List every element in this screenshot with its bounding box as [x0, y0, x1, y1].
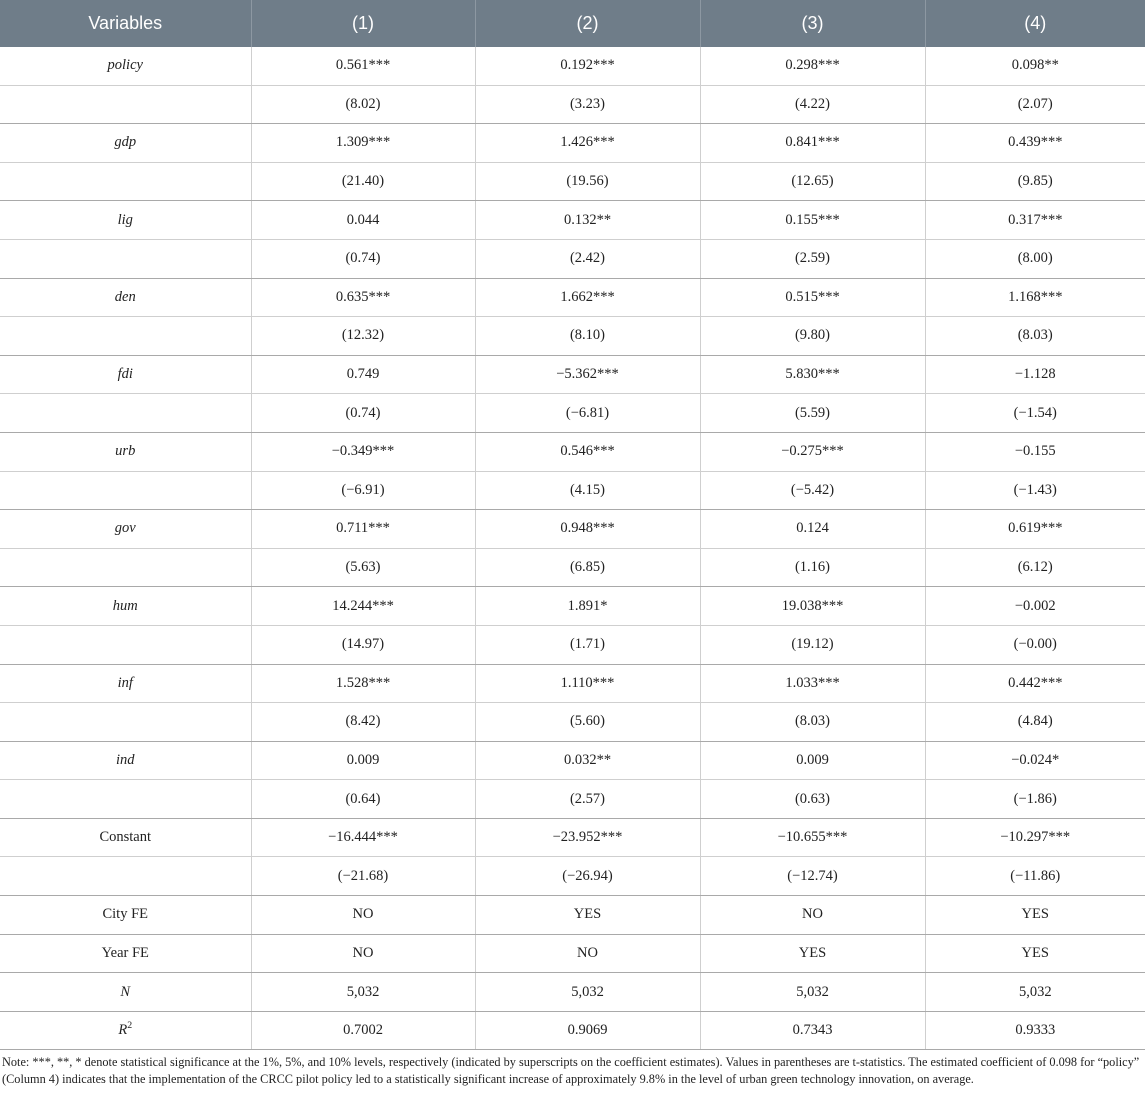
variable-label: [0, 201, 251, 240]
tstat-cell: (4.22): [700, 85, 925, 124]
footer-value-cell: YES: [700, 934, 925, 973]
header-col-2: (2): [475, 0, 700, 47]
variable-label: [0, 896, 251, 935]
empty-label-cell: [0, 548, 251, 587]
tstat-cell: (19.56): [475, 162, 700, 201]
table-body: [0, 47, 1145, 1050]
tstat-cell: (0.64): [251, 780, 475, 819]
coefficient-cell: 1.110***: [475, 664, 700, 703]
table-row-footer: [0, 934, 1145, 973]
footer-value-cell: 0.9333: [925, 1011, 1145, 1050]
coefficient-cell: −0.002: [925, 587, 1145, 626]
tstat-cell: (−11.86): [925, 857, 1145, 896]
variable-name: N: [120, 983, 131, 1000]
tstat-cell: (−5.42): [700, 471, 925, 510]
variable-name: Constant: [99, 829, 152, 846]
tstat-cell: (8.03): [700, 703, 925, 742]
coefficient-cell: 0.132**: [475, 201, 700, 240]
table-row-tstat: [0, 780, 1145, 819]
variable-name: policy: [107, 57, 143, 74]
variable-label: [0, 664, 251, 703]
tstat-cell: (−0.00): [925, 625, 1145, 664]
tstat-cell: (0.74): [251, 239, 475, 278]
empty-label-cell: [0, 394, 251, 433]
tstat-cell: (−6.91): [251, 471, 475, 510]
coefficient-cell: 0.032**: [475, 741, 700, 780]
tstat-cell: (8.03): [925, 317, 1145, 356]
coefficient-cell: 1.033***: [700, 664, 925, 703]
variable-label: [0, 1011, 251, 1050]
tstat-cell: (8.02): [251, 85, 475, 124]
coefficient-cell: 0.948***: [475, 510, 700, 549]
coefficient-cell: 1.309***: [251, 124, 475, 163]
table-row-tstat: [0, 239, 1145, 278]
coefficient-cell: 0.044: [251, 201, 475, 240]
variable-name: R: [118, 1022, 128, 1039]
tstat-cell: (4.84): [925, 703, 1145, 742]
coefficient-cell: 0.298***: [700, 47, 925, 85]
tstat-cell: (8.42): [251, 703, 475, 742]
empty-label-cell: [0, 857, 251, 896]
table-row-coefficient: [0, 201, 1145, 240]
coefficient-cell: 0.009: [251, 741, 475, 780]
header-col-3: (3): [700, 0, 925, 47]
table-row-coefficient: [0, 432, 1145, 471]
coefficient-cell: −10.655***: [700, 818, 925, 857]
table-row-coefficient: [0, 510, 1145, 549]
tstat-cell: (2.59): [700, 239, 925, 278]
variable-label: [0, 818, 251, 857]
header-col-4: (4): [925, 0, 1145, 47]
coefficient-cell: 1.662***: [475, 278, 700, 317]
tstat-cell: (0.74): [251, 394, 475, 433]
coefficient-cell: −0.024*: [925, 741, 1145, 780]
tstat-cell: (5.60): [475, 703, 700, 742]
variable-label: [0, 47, 251, 85]
empty-label-cell: [0, 625, 251, 664]
variable-label: [0, 934, 251, 973]
tstat-cell: (14.97): [251, 625, 475, 664]
variable-label: [0, 278, 251, 317]
coefficient-cell: 19.038***: [700, 587, 925, 626]
variable-superscript: 2: [127, 1020, 133, 1032]
table-row-tstat: [0, 857, 1145, 896]
empty-label-cell: [0, 317, 251, 356]
tstat-cell: (5.63): [251, 548, 475, 587]
tstat-cell: (12.32): [251, 317, 475, 356]
tstat-cell: (1.71): [475, 625, 700, 664]
variable-name: fdi: [117, 366, 133, 383]
coefficient-cell: 0.442***: [925, 664, 1145, 703]
footer-value-cell: 5,032: [475, 973, 700, 1012]
tstat-cell: (0.63): [700, 780, 925, 819]
coefficient-cell: 0.098**: [925, 47, 1145, 85]
empty-label-cell: [0, 780, 251, 819]
table-row-tstat: [0, 703, 1145, 742]
coefficient-cell: 1.528***: [251, 664, 475, 703]
table-row-tstat: [0, 394, 1145, 433]
tstat-cell: (19.12): [700, 625, 925, 664]
footer-value-cell: 0.7343: [700, 1011, 925, 1050]
coefficient-cell: 0.561***: [251, 47, 475, 85]
coefficient-cell: 0.317***: [925, 201, 1145, 240]
tstat-cell: (2.42): [475, 239, 700, 278]
table-row-coefficient: [0, 741, 1145, 780]
coefficient-cell: 14.244***: [251, 587, 475, 626]
tstat-cell: (−1.54): [925, 394, 1145, 433]
tstat-cell: (21.40): [251, 162, 475, 201]
table-row-coefficient: [0, 664, 1145, 703]
empty-label-cell: [0, 162, 251, 201]
variable-label: [0, 741, 251, 780]
footer-value-cell: NO: [251, 896, 475, 935]
tstat-cell: (−26.94): [475, 857, 700, 896]
table-row-coefficient: [0, 278, 1145, 317]
tstat-cell: (12.65): [700, 162, 925, 201]
empty-label-cell: [0, 239, 251, 278]
empty-label-cell: [0, 471, 251, 510]
tstat-cell: (6.85): [475, 548, 700, 587]
coefficient-cell: 0.192***: [475, 47, 700, 85]
coefficient-cell: 1.168***: [925, 278, 1145, 317]
coefficient-cell: 0.546***: [475, 432, 700, 471]
coefficient-cell: 0.749: [251, 355, 475, 394]
tstat-cell: (9.80): [700, 317, 925, 356]
coefficient-cell: 5.830***: [700, 355, 925, 394]
variable-label: [0, 973, 251, 1012]
variable-name: hum: [112, 597, 138, 614]
variable-name: gov: [114, 520, 136, 537]
tstat-cell: (2.07): [925, 85, 1145, 124]
empty-label-cell: [0, 703, 251, 742]
footer-value-cell: 0.9069: [475, 1011, 700, 1050]
coefficient-cell: −5.362***: [475, 355, 700, 394]
table-row-tstat: [0, 85, 1145, 124]
tstat-cell: (6.12): [925, 548, 1145, 587]
table-row-coefficient: [0, 587, 1145, 626]
table-row-tstat: [0, 625, 1145, 664]
footer-value-cell: NO: [700, 896, 925, 935]
coefficient-cell: −1.128: [925, 355, 1145, 394]
footer-value-cell: YES: [925, 896, 1145, 935]
footer-value-cell: YES: [475, 896, 700, 935]
table-row-coefficient: [0, 355, 1145, 394]
table-row-coefficient: [0, 47, 1145, 85]
coefficient-cell: −0.349***: [251, 432, 475, 471]
coefficient-cell: −16.444***: [251, 818, 475, 857]
variable-name: Year FE: [101, 944, 149, 961]
table-row-tstat: [0, 471, 1145, 510]
variable-name: urb: [115, 443, 136, 460]
table-row-tstat: [0, 162, 1145, 201]
coefficient-cell: 0.635***: [251, 278, 475, 317]
variable-label: [0, 355, 251, 394]
tstat-cell: (8.00): [925, 239, 1145, 278]
tstat-cell: (3.23): [475, 85, 700, 124]
coefficient-cell: 0.711***: [251, 510, 475, 549]
footer-value-cell: 0.7002: [251, 1011, 475, 1050]
tstat-cell: (2.57): [475, 780, 700, 819]
table-row-coefficient: [0, 124, 1145, 163]
variable-name: City FE: [102, 906, 149, 923]
table-row-footer: [0, 1011, 1145, 1050]
tstat-cell: (−6.81): [475, 394, 700, 433]
variable-name: lig: [117, 211, 133, 228]
tstat-cell: (−12.74): [700, 857, 925, 896]
coefficient-cell: −10.297***: [925, 818, 1145, 857]
header-variables: Variables: [0, 0, 251, 47]
tstat-cell: (8.10): [475, 317, 700, 356]
table-row-footer: [0, 973, 1145, 1012]
coefficient-cell: 1.891*: [475, 587, 700, 626]
variable-name: ind: [115, 751, 135, 768]
coefficient-cell: 0.009: [700, 741, 925, 780]
variable-label: [0, 587, 251, 626]
tstat-cell: (1.16): [700, 548, 925, 587]
coefficient-cell: 1.426***: [475, 124, 700, 163]
variable-name: den: [114, 288, 136, 305]
empty-label-cell: [0, 85, 251, 124]
footer-value-cell: 5,032: [925, 973, 1145, 1012]
coefficient-cell: 0.155***: [700, 201, 925, 240]
variable-label: [0, 124, 251, 163]
tstat-cell: (4.15): [475, 471, 700, 510]
coefficient-cell: −0.275***: [700, 432, 925, 471]
variable-label: [0, 510, 251, 549]
tstat-cell: (−1.86): [925, 780, 1145, 819]
coefficient-cell: 0.515***: [700, 278, 925, 317]
variable-name: inf: [117, 674, 133, 691]
coefficient-cell: 0.439***: [925, 124, 1145, 163]
table-note: Note: ***, **, * denote statistical significance at the 1%, 5%, and 10% levels, respectively (indicated by superscripts on the coefficient estimates). Values in parentheses are t-statistics. The estimated coefficient of 0.098 for “policy” (Column 4) indicates that the implementation of the CRCC pilot policy led to a statistically significant increase of approximately 9.8% in the level of urban green technology innovation, on average.: [2, 1055, 1140, 1086]
tstat-cell: (−21.68): [251, 857, 475, 896]
coefficient-cell: 0.124: [700, 510, 925, 549]
table-row-footer: [0, 896, 1145, 935]
footer-value-cell: 5,032: [251, 973, 475, 1012]
tstat-cell: (9.85): [925, 162, 1145, 201]
tstat-cell: (−1.43): [925, 471, 1145, 510]
footer-value-cell: NO: [475, 934, 700, 973]
variable-name: gdp: [114, 134, 137, 151]
coefficient-cell: 0.619***: [925, 510, 1145, 549]
table-row-coefficient: [0, 818, 1145, 857]
variable-label: [0, 432, 251, 471]
header-col-1: (1): [251, 0, 475, 47]
coefficient-cell: 0.841***: [700, 124, 925, 163]
coefficient-cell: −0.155: [925, 432, 1145, 471]
footer-value-cell: 5,032: [700, 973, 925, 1012]
coefficient-cell: −23.952***: [475, 818, 700, 857]
tstat-cell: (5.59): [700, 394, 925, 433]
footer-value-cell: YES: [925, 934, 1145, 973]
table-row-tstat: [0, 317, 1145, 356]
header-row: [0, 0, 1145, 47]
table-row-tstat: [0, 548, 1145, 587]
footer-value-cell: NO: [251, 934, 475, 973]
